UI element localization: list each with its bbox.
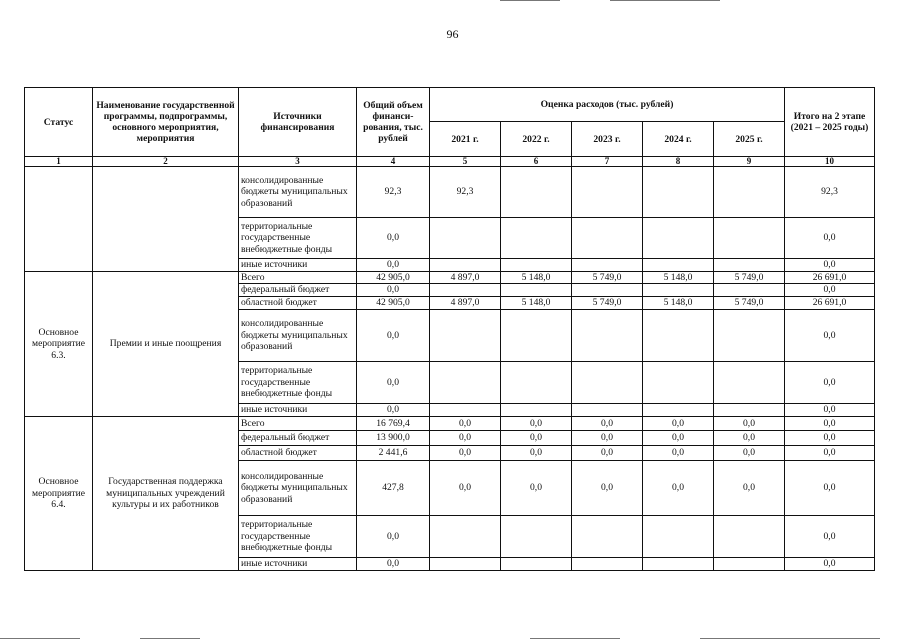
source-cell: территориальные государственные внебюджетные фонды	[239, 362, 357, 404]
y2021-cell	[430, 218, 501, 259]
column-index: 4	[357, 157, 430, 167]
status-cell: Основное мероприятие 6.3.	[25, 271, 93, 417]
y2023-cell	[572, 516, 643, 558]
source-cell: консолидированные бюджеты муниципальных образований	[239, 167, 357, 218]
y2023-cell	[572, 362, 643, 404]
y2023-cell	[572, 167, 643, 218]
table-row	[25, 271, 875, 284]
y2025-cell	[714, 404, 785, 417]
y2022-cell: 5 148,0	[501, 271, 572, 284]
y2021-cell: 4 897,0	[430, 271, 501, 284]
y2021-cell	[430, 284, 501, 297]
y2022-cell	[501, 259, 572, 272]
y2022-cell: 0,0	[501, 461, 572, 516]
source-cell: территориальные государственные внебюджетные фонды	[239, 516, 357, 558]
y2025-cell	[714, 167, 785, 218]
itogo-cell: 26 691,0	[785, 297, 875, 310]
y2025-cell: 0,0	[714, 431, 785, 446]
y2023-cell: 0,0	[572, 461, 643, 516]
y2021-cell: 0,0	[430, 461, 501, 516]
y2022-cell	[501, 284, 572, 297]
y2024-cell: 0,0	[643, 417, 714, 431]
itogo-cell: 0,0	[785, 431, 875, 446]
y2025-cell	[714, 558, 785, 571]
y2025-cell: 5 749,0	[714, 271, 785, 284]
header-name: Наименование государственной программы, подпрограммы, основного мероприятия, мероприятия	[93, 88, 239, 157]
y2024-cell	[643, 167, 714, 218]
total-cell: 0,0	[357, 218, 430, 259]
y2025-cell	[714, 516, 785, 558]
y2023-cell	[572, 558, 643, 571]
y2024-cell	[643, 310, 714, 362]
y2023-cell: 5 749,0	[572, 297, 643, 310]
column-index: 3	[239, 157, 357, 167]
total-cell: 0,0	[357, 284, 430, 297]
column-index: 7	[572, 157, 643, 167]
y2021-cell: 0,0	[430, 431, 501, 446]
source-cell: консолидированные бюджеты муниципальных образований	[239, 461, 357, 516]
scan-artifact-bottom	[530, 638, 620, 639]
y2022-cell: 0,0	[501, 417, 572, 431]
header-year-2021: 2021 г.	[430, 122, 501, 157]
column-index: 10	[785, 157, 875, 167]
total-cell: 2 441,6	[357, 446, 430, 461]
source-cell: федеральный бюджет	[239, 284, 357, 297]
y2024-cell	[643, 259, 714, 272]
y2024-cell	[643, 284, 714, 297]
y2022-cell	[501, 310, 572, 362]
table-row	[25, 167, 875, 218]
y2025-cell	[714, 362, 785, 404]
y2024-cell: 0,0	[643, 431, 714, 446]
header-total: Общий объем финанси-рования, тыс. рублей	[357, 88, 430, 157]
scan-artifact-bottom	[0, 638, 80, 639]
status-cell-empty	[25, 167, 93, 272]
column-index: 8	[643, 157, 714, 167]
y2024-cell	[643, 516, 714, 558]
y2023-cell	[572, 259, 643, 272]
source-cell: иные источники	[239, 404, 357, 417]
total-cell: 13 900,0	[357, 431, 430, 446]
itogo-cell: 0,0	[785, 461, 875, 516]
header-year-2024: 2024 г.	[643, 122, 714, 157]
itogo-cell: 0,0	[785, 417, 875, 431]
y2025-cell: 0,0	[714, 461, 785, 516]
total-cell: 42 905,0	[357, 297, 430, 310]
source-cell: Всего	[239, 271, 357, 284]
y2021-cell	[430, 259, 501, 272]
table-row	[25, 417, 875, 431]
y2021-cell: 0,0	[430, 446, 501, 461]
y2022-cell	[501, 516, 572, 558]
header-estimate: Оценка расходов (тыс. рублей)	[430, 88, 785, 122]
y2021-cell	[430, 516, 501, 558]
column-index-row	[25, 157, 875, 167]
y2025-cell: 0,0	[714, 417, 785, 431]
itogo-cell: 0,0	[785, 516, 875, 558]
itogo-cell: 0,0	[785, 284, 875, 297]
total-cell: 427,8	[357, 461, 430, 516]
scan-artifact-top	[500, 0, 560, 1]
y2024-cell: 0,0	[643, 461, 714, 516]
y2024-cell	[643, 362, 714, 404]
source-cell: иные источники	[239, 259, 357, 272]
y2024-cell	[643, 218, 714, 259]
itogo-cell: 26 691,0	[785, 271, 875, 284]
total-cell: 0,0	[357, 404, 430, 417]
y2023-cell	[572, 218, 643, 259]
name-cell-empty	[93, 167, 239, 272]
y2023-cell	[572, 284, 643, 297]
scan-artifact-bottom	[700, 638, 880, 639]
scan-artifact-bottom	[140, 638, 200, 639]
y2022-cell	[501, 362, 572, 404]
y2021-cell	[430, 362, 501, 404]
y2022-cell: 5 148,0	[501, 297, 572, 310]
y2022-cell	[501, 558, 572, 571]
itogo-cell: 0,0	[785, 310, 875, 362]
itogo-cell: 0,0	[785, 404, 875, 417]
column-index: 2	[93, 157, 239, 167]
total-cell: 0,0	[357, 558, 430, 571]
y2025-cell	[714, 259, 785, 272]
total-cell: 92,3	[357, 167, 430, 218]
total-cell: 42 905,0	[357, 271, 430, 284]
source-cell: Всего	[239, 417, 357, 431]
y2021-cell	[430, 310, 501, 362]
itogo-cell: 0,0	[785, 446, 875, 461]
y2021-cell: 0,0	[430, 417, 501, 431]
y2022-cell	[501, 404, 572, 417]
source-cell: консолидированные бюджеты муниципальных образований	[239, 310, 357, 362]
column-index: 9	[714, 157, 785, 167]
y2025-cell	[714, 284, 785, 297]
column-index: 6	[501, 157, 572, 167]
activity-name-cell: Премии и иные поощрения	[93, 271, 239, 417]
column-index: 5	[430, 157, 501, 167]
total-cell: 0,0	[357, 362, 430, 404]
total-cell: 0,0	[357, 310, 430, 362]
y2021-cell: 4 897,0	[430, 297, 501, 310]
itogo-cell: 92,3	[785, 167, 875, 218]
source-cell: иные источники	[239, 558, 357, 571]
page-number: 96	[446, 27, 459, 41]
y2024-cell: 5 148,0	[643, 271, 714, 284]
header-year-2025: 2025 г.	[714, 122, 785, 157]
source-cell: областной бюджет	[239, 297, 357, 310]
y2022-cell: 0,0	[501, 431, 572, 446]
financing-table	[24, 87, 875, 571]
y2021-cell: 92,3	[430, 167, 501, 218]
column-index: 1	[25, 157, 93, 167]
header-itogo: Итого на 2 этапе (2021 – 2025 годы)	[785, 88, 875, 157]
y2025-cell	[714, 310, 785, 362]
y2022-cell	[501, 218, 572, 259]
activity-name-cell: Государственная поддержка муниципальных учреждений культуры и их работников	[93, 417, 239, 571]
header-year-2023: 2023 г.	[572, 122, 643, 157]
y2024-cell: 0,0	[643, 446, 714, 461]
y2025-cell	[714, 218, 785, 259]
total-cell: 0,0	[357, 516, 430, 558]
source-cell: территориальные государственные внебюджетные фонды	[239, 218, 357, 259]
y2023-cell: 0,0	[572, 446, 643, 461]
itogo-cell: 0,0	[785, 558, 875, 571]
y2024-cell: 5 148,0	[643, 297, 714, 310]
header-sources: Источники финансирования	[239, 88, 357, 157]
header-year-2022: 2022 г.	[501, 122, 572, 157]
y2025-cell: 5 749,0	[714, 297, 785, 310]
itogo-cell: 0,0	[785, 218, 875, 259]
itogo-cell: 0,0	[785, 362, 875, 404]
y2023-cell: 5 749,0	[572, 271, 643, 284]
status-cell: Основное мероприятие 6.4.	[25, 417, 93, 571]
y2023-cell: 0,0	[572, 417, 643, 431]
y2022-cell	[501, 167, 572, 218]
y2023-cell: 0,0	[572, 431, 643, 446]
y2023-cell	[572, 404, 643, 417]
source-cell: федеральный бюджет	[239, 431, 357, 446]
header-status: Статус	[25, 88, 93, 157]
y2021-cell	[430, 404, 501, 417]
scan-artifact-top	[610, 0, 720, 1]
y2025-cell: 0,0	[714, 446, 785, 461]
y2024-cell	[643, 404, 714, 417]
y2023-cell	[572, 310, 643, 362]
y2024-cell	[643, 558, 714, 571]
y2021-cell	[430, 558, 501, 571]
y2022-cell: 0,0	[501, 446, 572, 461]
itogo-cell: 0,0	[785, 259, 875, 272]
total-cell: 0,0	[357, 259, 430, 272]
total-cell: 16 769,4	[357, 417, 430, 431]
source-cell: областной бюджет	[239, 446, 357, 461]
